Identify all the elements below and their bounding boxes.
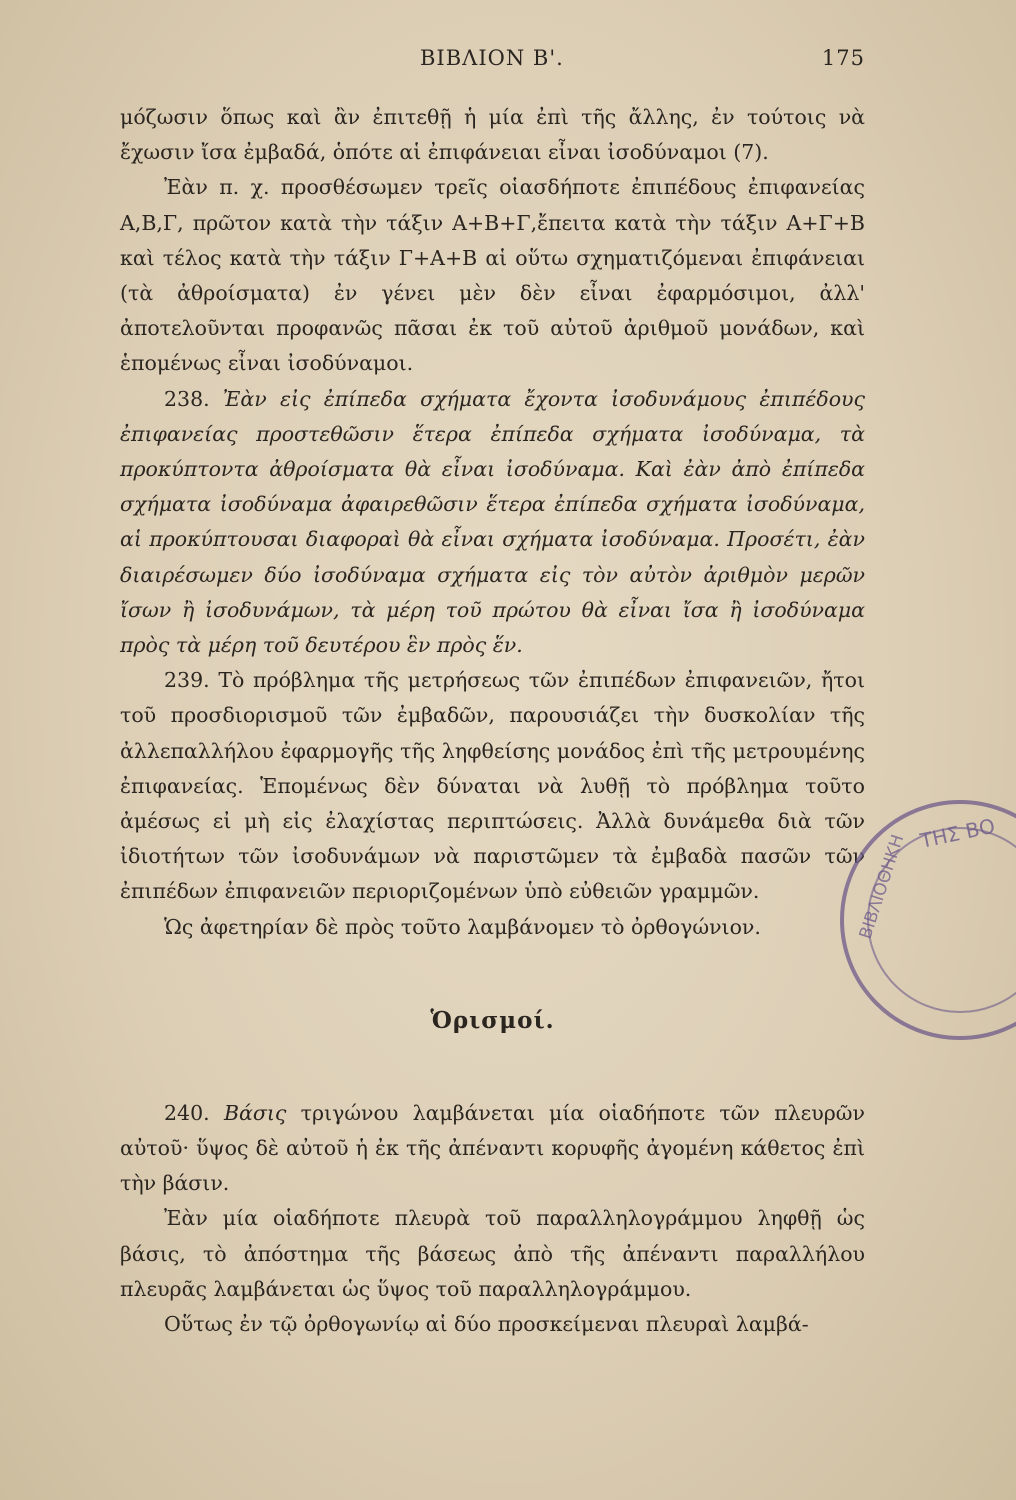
section-number-239: 239. (164, 668, 210, 693)
section-number-240: 240. (164, 1100, 210, 1125)
term-base: Βάσις (223, 1100, 287, 1125)
paragraph-example: Ἐὰν π. χ. προσθέσωμεν τρεῖς οἱασδήποτε ἐπιπέδους ἐπιφανείας Α,Β,Γ, πρῶτον κατὰ τὴν τάξιν Α+Β+Γ,ἔπειτα κατὰ τὴν τάξιν Α+Γ+Β καὶ τέλος κατὰ τὴν τάξιν Γ+Α+Β αἱ οὕτω σχηματιζόμεναι ἐπιφάνειαι (τὰ ἀθροίσματα) ἐν γένει μὲν δὲν εἶναι ἐφαρμόσιμοι, ἀλλ' ἀποτελοῦνται προφανῶς πᾶσαι ἐκ τοῦ αὐτοῦ ἀριθμοῦ μονάδων, καὶ ἑπομένως εἶναι ἰσοδύναμοι. (120, 175, 865, 376)
running-head: ΒΙΒΛΙΟΝ Β'. (420, 46, 564, 70)
paragraph-parallelogram: Ἐὰν μία οἱαδήποτε πλευρὰ τοῦ παραλληλογράμμου ληφθῇ ὡς βάσις, τὸ ἀπόστημα τῆς βάσεως ἀπὸ τῆς ἀπέναντι παραλλήλου πλευρᾶς λαμβάνεται ὡς ὕψος τοῦ παραλληλογράμμου. (120, 1206, 865, 1301)
paragraph-starting-point: Ὡς ἀφετηρίαν δὲ πρὸς τοῦτο λαμβάνομεν τὸ ὀρθογώνιον. (164, 914, 761, 939)
section-heading-definitions: Ὁρισμοί. (430, 1006, 555, 1034)
paragraph-239 (120, 663, 865, 909)
svg-text:ΒΙΒΛΙΟΘΗΚΗ: ΒΙΒΛΙΟΘΗΚΗ (855, 832, 909, 942)
paragraph-238 (120, 382, 865, 664)
page-number: 175 (821, 46, 865, 70)
paragraph-239-text: Τὸ πρόβλημα τῆς μετρήσεως τῶν ἐπιπέδων ἐπιφανειῶν, ἤτοι τοῦ προσδιορισμοῦ τῶν ἐμβαδῶν, παρουσιάζει τὴν δυσκολίαν τῆς ἀλλεπαλλήλου ἐφαρμογῆς τῆς ληφθείσης μονάδος ἐπὶ τῆς μετρουμένης ἐπιφανείας. Ἑπομένως δὲν δύναται νὰ λυθῇ τὸ πρόβλημα τοῦτο ἀμέσως εἰ μὴ εἰς ἐλαχίστας περιπτώσεις. Ἀλλὰ δυνάμεθα διὰ τῶν ἰδιοτήτων τῶν ἰσοδυνάμων νὰ παριστῶμεν τὰ ἐμβαδὰ πασῶν τῶν ἐπιπέδων ἐπιφανειῶν περιοριζομένων ὑπὸ εὐθειῶν γραμμῶν. (120, 668, 865, 904)
theorem-238-text: Ἐὰν εἰς ἐπίπεδα σχήματα ἔχοντα ἰσοδυνάμους ἐπιπέδους ἐπιφανείας προστεθῶσιν ἕτερα ἐπίπεδα σχήματα ἰσοδύναμα, τὰ προκύπτοντα ἀθροίσματα θὰ εἶναι ἰσοδύναμα. Καὶ ἐὰν ἀπὸ ἐπίπεδα σχήματα ἰσοδύναμα ἀφαιρεθῶσιν ἕτερα ἐπίπεδα σχήματα ἰσοδύναμα, αἱ προκύπτουσαι διαφοραὶ θὰ εἶναι σχήματα ἰσοδύναμα. Προσέτι, ἐὰν διαιρέσωμεν δύο ἰσοδύναμα σχήματα εἰς τὸν αὐτὸν ἀριθμὸν μερῶν ἴσων ἢ ἰσοδυνάμων, τὰ μέρη τοῦ πρώτου θὰ εἶναι ἴσα ἢ ἰσοδύναμα πρὸς τὰ μέρη τοῦ δευτέρου ἓν πρὸς ἕν. (120, 386, 865, 658)
paragraph-continuation: μόζωσιν ὅπως καὶ ἂν ἐπιτεθῇ ἡ μία ἐπὶ τῆς ἄλλης, ἐν τούτοις νὰ ἔχωσιν ἴσα ἐμβαδά, ὁπότε αἱ ἐπιφάνειαι εἶναι ἰσοδύναμοι (7). (120, 105, 865, 165)
body-text (120, 100, 865, 1342)
paragraph-rectangle: Οὕτως ἐν τῷ ὀρθογωνίῳ αἱ δύο προσκείμεναι πλευραὶ λαμβά- (164, 1312, 809, 1337)
section-number-238: 238. (164, 386, 210, 411)
svg-text:ΤΗΣ ΒΟ: ΤΗΣ ΒΟ (918, 813, 998, 853)
paragraph-240 (120, 1096, 865, 1202)
library-stamp (830, 790, 1016, 1050)
page-header (120, 46, 865, 76)
paragraph-240-text: τριγώνου λαμβάνεται μία οἱαδήποτε τῶν πλευρῶν αὐτοῦ· ὕψος δὲ αὐτοῦ ἡ ἐκ τῆς ἀπέναντι κορυφῆς ἀγομένη κάθετος ἐπὶ τὴν βάσιν. (120, 1100, 865, 1196)
